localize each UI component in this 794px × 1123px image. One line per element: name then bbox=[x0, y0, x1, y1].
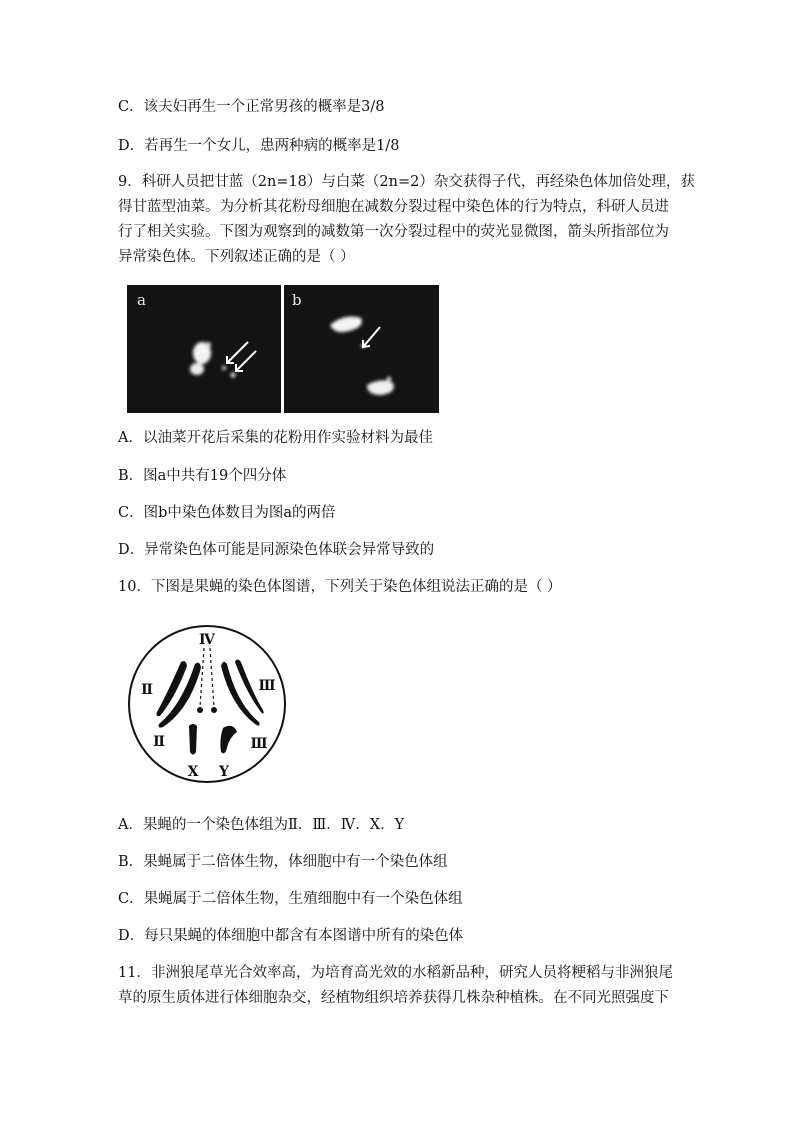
q9-stem bbox=[118, 170, 695, 270]
q8-option-c: C．该夫妇再生一个正常男孩的概率是3/8 bbox=[118, 99, 385, 115]
q9-stem-line: 异常染色体。下列叙述正确的是（ ） bbox=[118, 249, 355, 265]
label-iv: Ⅳ bbox=[199, 632, 215, 648]
q8-option-d: D．若再生一个女儿，患两种病的概率是1/8 bbox=[118, 138, 400, 154]
q9-stem-line: 行了相关实验。下图为观察到的减数第一次分裂过程中的荧光显微图，箭头所指部位为 bbox=[118, 224, 669, 240]
q9-stem-line: 得甘蓝型油菜。为分析其花粉母细胞在减数分裂过程中染色体的行为特点，科研人员进 bbox=[118, 199, 669, 215]
q10-option-a: A．果蝇的一个染色体组为Ⅱ．Ⅲ．Ⅳ．X．Y bbox=[118, 817, 405, 833]
label-y: Y bbox=[219, 764, 229, 780]
fluorescence-micrograph bbox=[127, 285, 439, 413]
q10-option-b: B．果蝇属于二倍体生物，体细胞中有一个染色体组 bbox=[118, 854, 448, 870]
spindle-lines bbox=[200, 648, 214, 707]
micrograph-panel-b bbox=[284, 285, 439, 413]
q9-option-b: B．图a中共有19个四分体 bbox=[118, 468, 287, 484]
label-iii-bottom: Ⅲ bbox=[250, 736, 268, 752]
q9-option-d: D．异常染色体可能是同源染色体联会异常导致的 bbox=[118, 542, 435, 558]
q11-stem bbox=[118, 961, 680, 1011]
q10-option-d: D．每只果蝇的体细胞中都含有本图谱中所有的染色体 bbox=[118, 928, 464, 944]
panel-b-label: b bbox=[292, 291, 302, 309]
q10-option-c: C．果蝇属于二倍体生物，生殖细胞中有一个染色体组 bbox=[118, 891, 463, 907]
cell-outline bbox=[129, 626, 285, 782]
label-x: X bbox=[187, 764, 199, 780]
q10-stem: 10．下图是果蝇的染色体图谱，下列关于染色体组说法正确的是（ ） bbox=[118, 579, 562, 595]
drosophila-karyotype-diagram bbox=[123, 624, 291, 784]
q11-stem-line: 11．非洲狼尾草光合效率高，为培育高光效的水稻新品种，研究人员将粳稻与非洲狼尾 bbox=[118, 965, 673, 981]
label-ii-top: Ⅱ bbox=[141, 682, 153, 698]
label-iii-top: Ⅲ bbox=[258, 678, 276, 694]
q9-stem-line: 9．科研人员把甘蓝（2n=18）与白菜（2n=2）杂交获得子代，再经染色体加倍处理，获 bbox=[118, 174, 695, 190]
panel-a-label: a bbox=[137, 291, 146, 309]
q11-stem-line: 草的原生质体进行体细胞杂交，经植物组织培养获得几株杂种植株。在不同光照强度下 bbox=[118, 990, 669, 1006]
label-ii-bottom: Ⅱ bbox=[153, 734, 165, 750]
q9-option-a: A．以油菜开花后采集的花粉用作实验材料为最佳 bbox=[118, 430, 433, 446]
q9-option-c: C．图b中染色体数目为图a的两倍 bbox=[118, 505, 336, 521]
chromosomes bbox=[156, 660, 263, 755]
